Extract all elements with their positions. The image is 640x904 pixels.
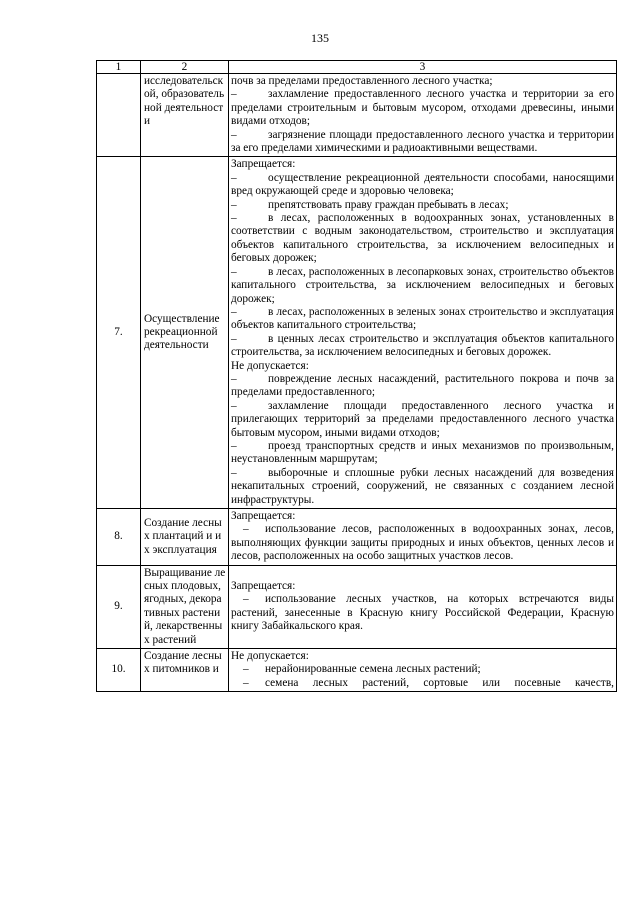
restriction-item: – в ценных лесах строительство и эксплуатация объектов капитального строительства, за исключением велосипедных и беговых дорожек.	[231, 332, 614, 359]
restrictions-cell	[229, 649, 617, 692]
activity-name: Выращивание лесных плодовых, ягодных, декоративных растений, лекарственных растений	[141, 565, 229, 648]
row-number	[97, 74, 141, 157]
activity-name: Осуществление рекреационной деятельности	[141, 157, 229, 509]
restrictions-cell	[229, 565, 617, 648]
row-number: 7.	[97, 157, 141, 509]
restriction-item: – захламление площади предоставленного лесного участка и прилегающих территорий за пределами предоставленного лесного участка бытовым мусором, иными видами отходов;	[231, 399, 614, 439]
restriction-item: – семена лесных растений, сортовые или посевные качеств,	[243, 676, 614, 689]
restriction-item: – препятствовать праву граждан пребывать в лесах;	[231, 198, 509, 211]
restriction-item: – использование лесных участков, на которых встречаются виды растений, занесенные в Красную книгу Российской Федерации, Красную книгу Забайкальского края.	[231, 593, 614, 633]
restriction-item: – повреждение лесных насаждений, растительного покрова и почв за пределами предоставленного;	[231, 372, 614, 399]
table-header-row	[97, 61, 617, 74]
row-number: 8.	[97, 509, 141, 566]
section-label: Запрещается:	[231, 580, 296, 593]
restriction-item: – нерайонированные семена лесных растений;	[243, 663, 481, 676]
table-row	[97, 565, 617, 648]
restriction-item: – в лесах, расположенных в лесопарковых зонах, строительство объектов капитального строительства, за исключением велосипедных и беговых дорожек;	[231, 265, 614, 305]
restrictions-cell	[229, 509, 617, 566]
section-label: Запрещается:	[231, 510, 296, 522]
restriction-item: – захламление предоставленного лесного участка и территории за его пределами строительным и бытовым мусором, отходами древесины, иными видами отходов;	[231, 88, 614, 128]
restriction-item: – загрязнение площади предоставленного лесного участка и территории за его пределами химическими и радиоактивными веществами.	[231, 128, 614, 155]
restriction-item: – в лесах, расположенных в зеленых зонах строительство и эксплуатация объектов капитального строительства;	[231, 305, 614, 332]
row-number: 9.	[97, 565, 141, 648]
table-row	[97, 157, 617, 509]
header-col-3: 3	[229, 61, 617, 74]
restriction-item: – осуществление рекреационной деятельности способами, наносящими вред окружающей среде и здоровью человека;	[231, 171, 614, 198]
row-number: 10.	[97, 649, 141, 692]
activity-name: Создание лесных питомников и	[141, 649, 229, 692]
header-col-1: 1	[97, 61, 141, 74]
restrictions-cell	[229, 74, 617, 157]
section-label: Не допускается:	[231, 650, 309, 663]
section-label: Запрещается:	[231, 158, 296, 171]
table-row	[97, 74, 617, 157]
restriction-item: – использование лесов, расположенных в водоохранных зонах, лесов, выполняющих функции защиты природных и иных объектов, ценных лесов и лесов, расположенных на особо защитных участков лесов.	[231, 523, 614, 563]
restriction-item: – проезд транспортных средств и иных механизмов по произвольным, неустановленным маршрутам;	[231, 439, 614, 466]
table-row	[97, 509, 617, 566]
table-row	[97, 649, 617, 692]
page-number: 135	[311, 31, 329, 45]
restriction-item: почв за пределами предоставленного лесного участка;	[231, 75, 493, 87]
restriction-item: – выборочные и сплошные рубки лесных насаждений для возведения некапитальных строений, сооружений, не связанных с созданием лесной инфраструктуры.	[231, 466, 614, 506]
activity-name: исследовательской, образовательной деятельности	[141, 74, 229, 157]
header-col-2: 2	[141, 61, 229, 74]
restriction-item: – в лесах, расположенных в водоохранных зонах, установленных в соответствии с водным законодательством, строительство и эксплуатация объектов капитального строительства, за исключением велосипедных и беговых дорожек;	[231, 212, 614, 265]
restrictions-cell	[229, 157, 617, 509]
activity-name: Создание лесных плантаций и их эксплуатация	[141, 509, 229, 566]
section-label: Не допускается:	[231, 359, 309, 372]
restrictions-table	[96, 60, 617, 692]
